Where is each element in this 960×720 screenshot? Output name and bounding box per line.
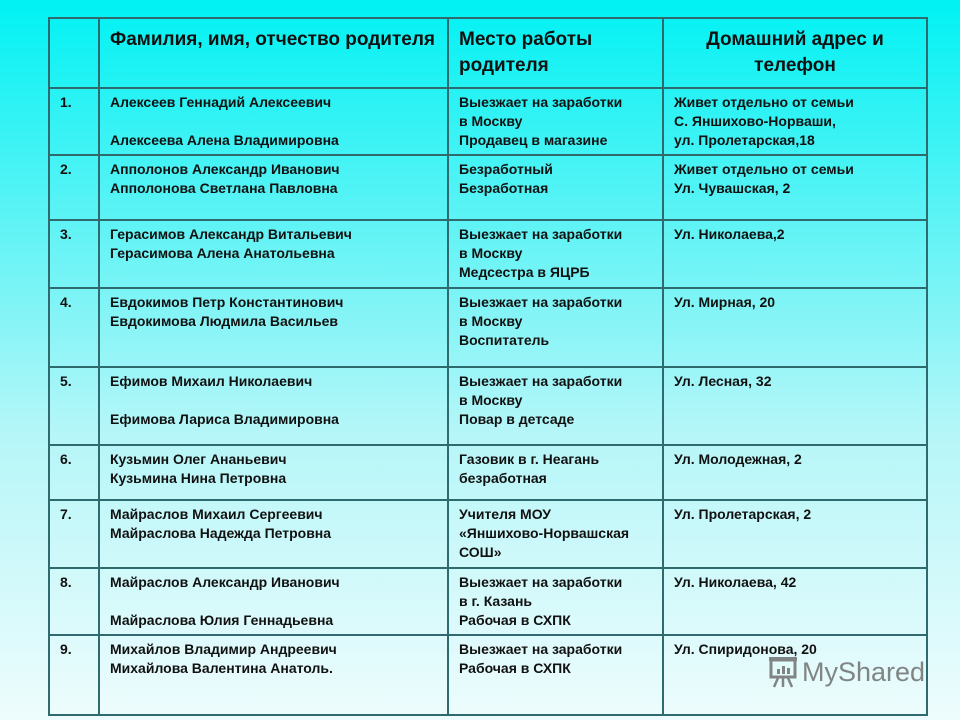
parent-names-line bbox=[110, 112, 437, 131]
parent-names-line: Ефимова Лариса Владимировна bbox=[110, 411, 339, 427]
workplace-line: безработная bbox=[459, 470, 547, 486]
home-address-line: Ул. Спиридонова, 20 bbox=[674, 641, 817, 657]
workplace-line: Безработный bbox=[459, 161, 553, 177]
home-address-cell bbox=[663, 367, 927, 445]
header-row bbox=[49, 18, 927, 88]
parent-names-cell bbox=[99, 155, 448, 220]
row-number: 2. bbox=[49, 155, 99, 220]
header-address: Домашний адрес и телефон bbox=[663, 18, 927, 88]
table-row bbox=[49, 568, 927, 635]
home-address-cell bbox=[663, 220, 927, 288]
workplace-line: Учителя МОУ bbox=[459, 506, 551, 522]
parent-names-cell bbox=[99, 635, 448, 715]
row-number: 3. bbox=[49, 220, 99, 288]
workplace-line: Газовик в г. Неагань bbox=[459, 451, 600, 467]
workplace-line: в Москву bbox=[459, 245, 523, 261]
parent-names-line: Апполонова Светлана Павловна bbox=[110, 180, 338, 196]
presentation-icon bbox=[768, 656, 798, 688]
workplace-line: в Москву bbox=[459, 392, 523, 408]
workplace-cell bbox=[448, 635, 663, 715]
parent-names-line: Кузьмина Нина Петровна bbox=[110, 470, 287, 486]
home-address-line: Ул. Молодежная, 2 bbox=[674, 451, 802, 467]
header-name: Фамилия, имя, отчество родителя bbox=[99, 18, 448, 88]
home-address-line: Ул. Чувашская, 2 bbox=[674, 180, 791, 196]
row-number: 9. bbox=[49, 635, 99, 715]
home-address-line: Ул. Пролетарская, 2 bbox=[674, 506, 812, 522]
home-address-cell bbox=[663, 568, 927, 635]
table-row bbox=[49, 288, 927, 367]
workplace-cell bbox=[448, 367, 663, 445]
parent-names-cell bbox=[99, 288, 448, 367]
home-address-line: С. Яншихово-Норваши, bbox=[674, 113, 836, 129]
header-work: Место работы родителя bbox=[448, 18, 663, 88]
row-number: 8. bbox=[49, 568, 99, 635]
parent-names-cell bbox=[99, 88, 448, 155]
home-address-line: ул. Пролетарская,18 bbox=[674, 132, 815, 148]
workplace-line: в г. Казань bbox=[459, 593, 533, 609]
workplace-line: Выезжает на заработки bbox=[459, 373, 623, 389]
workplace-cell bbox=[448, 568, 663, 635]
parent-names-line: Майраслов Александр Иванович bbox=[110, 574, 340, 590]
workplace-line: «Яншихово-Норвашская bbox=[459, 525, 630, 541]
parent-names-line bbox=[110, 592, 437, 611]
home-address-cell bbox=[663, 500, 927, 568]
workplace-line: в Москву bbox=[459, 313, 523, 329]
parent-names-line: Евдокимов Петр Константинович bbox=[110, 294, 344, 310]
parent-names-line: Михайлова Валентина Анатоль. bbox=[110, 660, 333, 676]
workplace-line: Безработная bbox=[459, 180, 549, 196]
parent-names-cell bbox=[99, 220, 448, 288]
parent-names-line: Майраслова Надежда Петровна bbox=[110, 525, 332, 541]
workplace-line: Выезжает на заработки bbox=[459, 294, 623, 310]
table-row bbox=[49, 367, 927, 445]
parent-names-line: Михайлов Владимир Андреевич bbox=[110, 641, 337, 657]
table-row bbox=[49, 500, 927, 568]
header-num bbox=[49, 18, 99, 88]
workplace-line: Рабочая в СХПК bbox=[459, 660, 571, 676]
workplace-line: Продавец в магазине bbox=[459, 132, 608, 148]
workplace-cell bbox=[448, 220, 663, 288]
parent-names-cell bbox=[99, 500, 448, 568]
parent-names-line: Герасимова Алена Анатольевна bbox=[110, 245, 335, 261]
home-address-line: Ул. Николаева, 42 bbox=[674, 574, 797, 590]
row-number: 4. bbox=[49, 288, 99, 367]
row-number: 7. bbox=[49, 500, 99, 568]
workplace-cell bbox=[448, 155, 663, 220]
workplace-line: Воспитатель bbox=[459, 332, 550, 348]
parent-names-line bbox=[110, 391, 437, 410]
workplace-line: в Москву bbox=[459, 113, 523, 129]
parent-names-cell bbox=[99, 568, 448, 635]
parent-names-line: Герасимов Александр Витальевич bbox=[110, 226, 352, 242]
workplace-cell bbox=[448, 445, 663, 500]
home-address-line: Ул. Мирная, 20 bbox=[674, 294, 776, 310]
myshared-watermark bbox=[768, 656, 925, 688]
home-address-cell bbox=[663, 155, 927, 220]
parent-names-line: Майраслова Юлия Геннадьевна bbox=[110, 612, 334, 628]
workplace-cell bbox=[448, 500, 663, 568]
workplace-line: Выезжает на заработки bbox=[459, 574, 623, 590]
workplace-cell bbox=[448, 88, 663, 155]
workplace-line: Выезжает на заработки bbox=[459, 226, 623, 242]
workplace-line: Повар в детсаде bbox=[459, 411, 575, 427]
workplace-line: Выезжает на заработки bbox=[459, 641, 623, 657]
parent-names-line: Евдокимова Людмила Васильев bbox=[110, 313, 339, 329]
home-address-cell bbox=[663, 445, 927, 500]
table-row bbox=[49, 88, 927, 155]
parent-names-line: Кузьмин Олег Ананьевич bbox=[110, 451, 287, 467]
row-number: 1. bbox=[49, 88, 99, 155]
parent-names-line: Майраслов Михаил Сергеевич bbox=[110, 506, 323, 522]
parents-table bbox=[48, 17, 928, 716]
workplace-line: СОШ» bbox=[459, 544, 502, 560]
table-row bbox=[49, 155, 927, 220]
home-address-line: Живет отдельно от семьи bbox=[674, 94, 854, 110]
workplace-line: Выезжает на заработки bbox=[459, 94, 623, 110]
workplace-line: Рабочая в СХПК bbox=[459, 612, 571, 628]
parent-names-line: Алексеева Алена Владимировна bbox=[110, 132, 339, 148]
watermark-text: MyShared bbox=[802, 656, 926, 687]
home-address-line: Ул. Лесная, 32 bbox=[674, 373, 772, 389]
table-row bbox=[49, 445, 927, 500]
home-address-line: Ул. Николаева,2 bbox=[674, 226, 785, 242]
parent-names-cell bbox=[99, 367, 448, 445]
parent-names-line: Ефимов Михаил Николаевич bbox=[110, 373, 313, 389]
parent-names-line: Алексеев Геннадий Алексеевич bbox=[110, 94, 332, 110]
parent-names-cell bbox=[99, 445, 448, 500]
table-row bbox=[49, 220, 927, 288]
home-address-line: Живет отдельно от семьи bbox=[674, 161, 854, 177]
workplace-line: Медсестра в ЯЦРБ bbox=[459, 264, 590, 280]
home-address-cell bbox=[663, 88, 927, 155]
home-address-cell bbox=[663, 288, 927, 367]
row-number: 6. bbox=[49, 445, 99, 500]
workplace-cell bbox=[448, 288, 663, 367]
parent-names-line: Апполонов Александр Иванович bbox=[110, 161, 340, 177]
row-number: 5. bbox=[49, 367, 99, 445]
